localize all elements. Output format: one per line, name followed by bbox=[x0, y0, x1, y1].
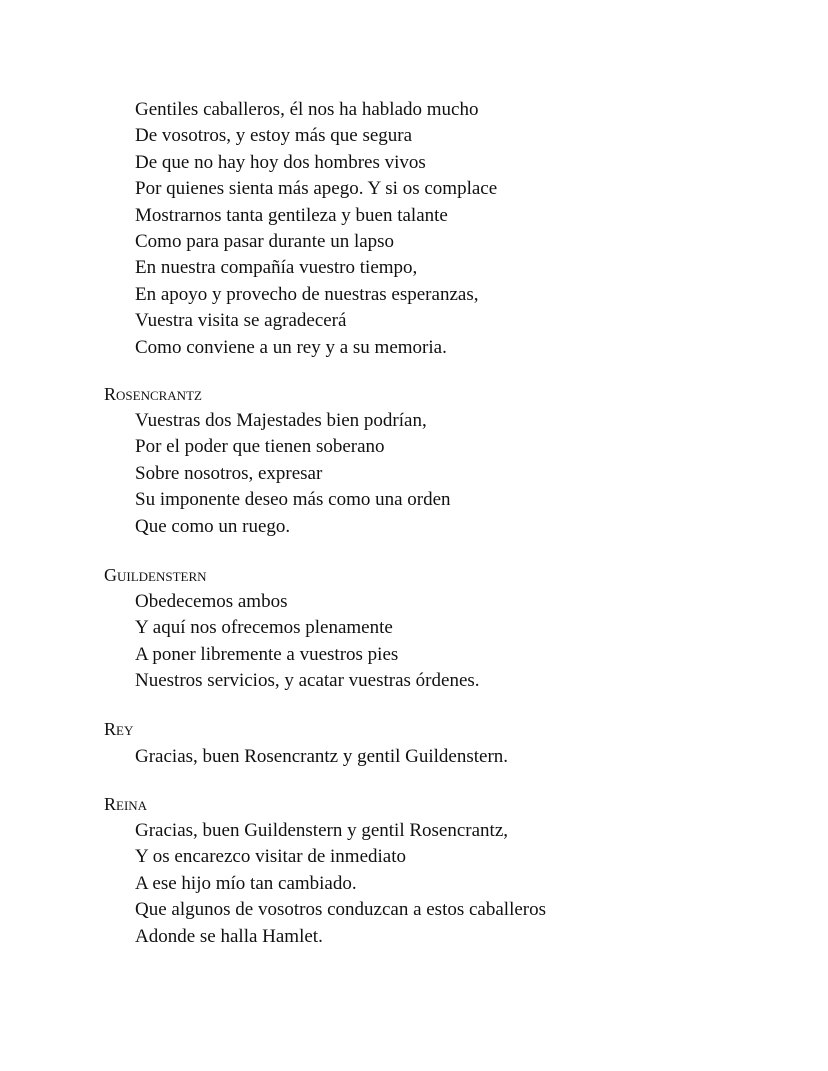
verse-lines bbox=[135, 818, 546, 950]
speaker-name: Rosencrantz bbox=[104, 384, 202, 404]
verse-line: A ese hijo mío tan cambiado. bbox=[135, 872, 357, 894]
verse-line: Vuestra visita se agradecerá bbox=[135, 310, 347, 332]
verse-line: Como para pasar durante un lapso bbox=[135, 231, 395, 253]
verse-line: De vosotros, y estoy más que segura bbox=[135, 125, 413, 147]
speaker-name: Rey bbox=[104, 719, 134, 739]
verse-line: Vuestras dos Majestades bien podrían, bbox=[135, 410, 427, 431]
verse-line: Como conviene a un rey y a su memoria. bbox=[135, 336, 447, 358]
verse-line: Nuestros servicios, y acatar vuestras órdenes. bbox=[135, 670, 480, 692]
verse-lines bbox=[135, 589, 480, 695]
verse-line: En apoyo y provecho de nuestras esperanzas, bbox=[135, 283, 479, 305]
verse-lines bbox=[135, 744, 508, 770]
verse-line: De que no hay hoy dos hombres vivos bbox=[135, 151, 426, 173]
verse-line: Y aquí nos ofrecemos plenamente bbox=[135, 617, 393, 639]
verse-line: Sobre nosotros, expresar bbox=[135, 462, 323, 484]
verse-line: Gracias, buen Rosencrantz y gentil Guildenstern. bbox=[135, 746, 509, 767]
verse-line: Obedecemos ambos bbox=[135, 591, 288, 612]
verse-line: A poner libremente a vuestros pies bbox=[135, 643, 399, 665]
verse-lines bbox=[135, 408, 451, 540]
verse-line: En nuestra compañía vuestro tiempo, bbox=[135, 257, 418, 279]
speaker-name: Guildenstern bbox=[104, 565, 207, 585]
verse-line: Y os encarezco visitar de inmediato bbox=[135, 846, 406, 868]
verse-line: Que como un ruego. bbox=[135, 515, 291, 537]
verse-line: Gentiles caballeros, él nos ha hablado mucho bbox=[135, 99, 479, 120]
verse-line: Por quienes sienta más apego. Y si os complace bbox=[135, 178, 498, 200]
verse-line: Por el poder que tienen soberano bbox=[135, 436, 385, 458]
verse-line: Su imponente deseo más como una orden bbox=[135, 489, 451, 511]
verse-line: Mostrarnos tanta gentileza y buen talante bbox=[135, 204, 448, 226]
verse-lines bbox=[135, 97, 497, 361]
verse-line: Adonde se halla Hamlet. bbox=[135, 925, 323, 947]
verse-line: Gracias, buen Guildenstern y gentil Rosencrantz, bbox=[135, 820, 509, 841]
speaker-name: Reina bbox=[104, 794, 148, 814]
verse-line: Que algunos de vosotros conduzcan a estos caballeros bbox=[135, 899, 547, 921]
